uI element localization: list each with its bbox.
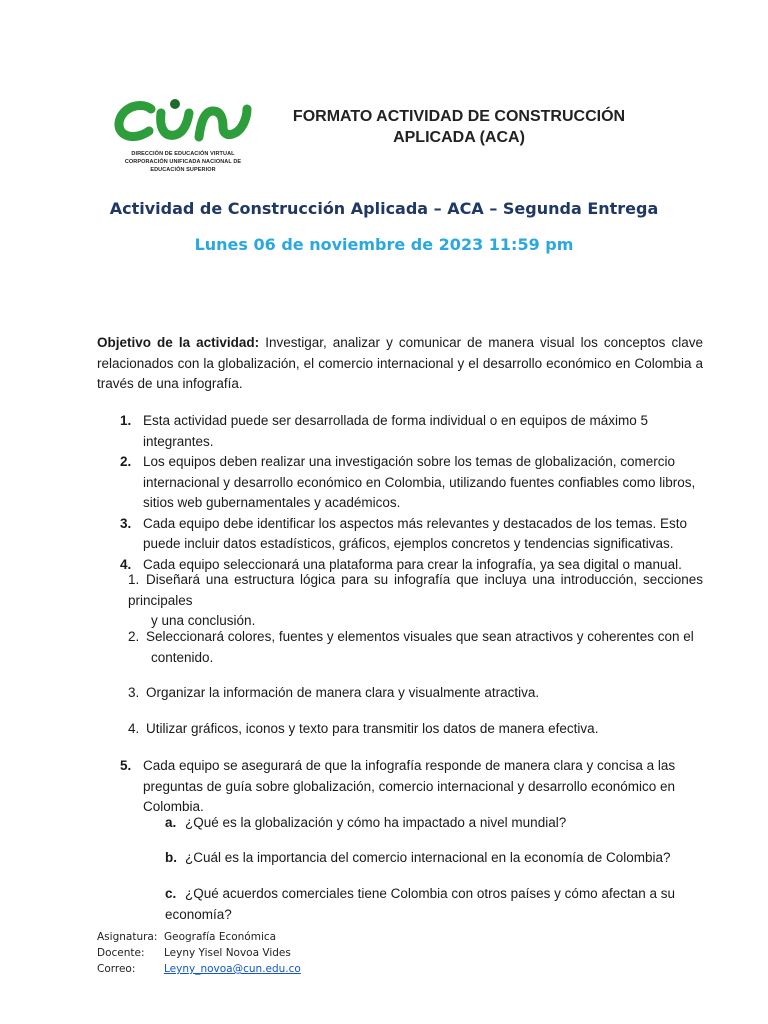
objective-label: Objetivo de la actividad: xyxy=(97,335,260,350)
guide-question xyxy=(165,813,725,834)
sub-list-item-text: Diseñará una estructura lógica para su infografía que incluya una introducción, secciones principales xyxy=(128,572,703,608)
list-item-number: 3. xyxy=(120,515,132,531)
footer-info xyxy=(97,929,301,977)
teacher-label: Docente: xyxy=(97,947,145,959)
question-text: ¿Qué acuerdos comerciales tiene Colombia con otros países y cómo afectan a su economía? xyxy=(165,886,675,922)
list-item-text: Cada equipo se asegurará de que la infografía responde de manera clara y concisa a las preguntas de guía sobre globalización, comercio internacional y desarrollo económico en Colombia. xyxy=(143,758,676,814)
objective-paragraph xyxy=(97,333,703,395)
question-letter: c. xyxy=(165,886,177,901)
objective-text: Investigar, analizar y comunicar de manera visual los conceptos clave relacionados con la globalización, el comercio internacional y el desarrollo económico en Colombia a través de una infografía. xyxy=(97,335,703,391)
list-item-text: Esta actividad puede ser desarrollada de forma individual o en equipos de máximo 5 integrantes. xyxy=(143,413,649,449)
instructions-list xyxy=(97,411,703,575)
question-letter: b. xyxy=(165,850,177,865)
sub-list-item-number: 4. xyxy=(128,721,140,736)
list-item-5 xyxy=(97,756,703,818)
question-text: ¿Cuál es la importancia del comercio internacional en la economía de Colombia? xyxy=(185,850,671,865)
guide-question xyxy=(165,848,725,869)
question-letter: a. xyxy=(165,815,177,830)
logo-caption-line: DIRECCIÓN DE EDUCACIÓN VIRTUAL xyxy=(131,151,235,157)
logo-caption-line: CORPORACIÓN UNIFICADA NACIONAL DE xyxy=(124,159,242,165)
list-item xyxy=(97,452,703,514)
sub-list-item xyxy=(128,719,703,740)
sub-list-item-number: 2. xyxy=(128,629,140,644)
guide-question xyxy=(165,884,725,925)
logo-caption xyxy=(113,150,253,174)
sub-list-item-text: Organizar la información de manera clara y visualmente atractiva. xyxy=(146,685,540,700)
format-title xyxy=(265,106,653,148)
sub-list-item-text-cont: y una conclusión. xyxy=(151,613,256,628)
cun-logo xyxy=(113,95,253,180)
format-title-line2: APLICADA (ACA) xyxy=(393,129,525,146)
list-item xyxy=(97,514,703,555)
logo-caption-line: EDUCACIÓN SUPERIOR xyxy=(150,167,216,173)
question-text: ¿Qué es la globalización y cómo ha impactado a nivel mundial? xyxy=(185,815,567,830)
subject-value: Geografía Económica xyxy=(164,931,277,943)
list-item-text: Cada equipo debe identificar los aspectos más relevantes y destacados de los temas. Esto puede incluir datos estadísticos, gráficos, ejemplos concretos y tendencias significativas. xyxy=(143,515,688,551)
activity-subtitle: Actividad de Construcción Aplicada – ACA – Segunda Entrega xyxy=(109,199,659,218)
cun-logo-icon xyxy=(113,95,253,150)
sub-list-item-text: Seleccionará colores, fuentes y elementos visuales que sean atractivos y coherentes con el xyxy=(146,629,694,644)
email-link[interactable]: Leyny_novoa@cun.edu.co xyxy=(164,963,301,975)
sub-list-item xyxy=(128,627,703,668)
footer-row-subject xyxy=(97,929,301,945)
list-item xyxy=(97,411,703,452)
email-label: Correo: xyxy=(97,963,136,975)
sub-list-item-number: 3. xyxy=(128,685,140,700)
sub-list-item xyxy=(128,570,703,632)
list-item-number: 4. xyxy=(120,556,132,572)
due-date: Lunes 06 de noviembre de 2023 11:59 pm xyxy=(194,235,574,254)
list-item xyxy=(97,756,703,818)
subject-label: Asignatura: xyxy=(97,931,158,943)
list-item-number: 5. xyxy=(120,758,132,773)
list-item-text: Cada equipo seleccionará una plataforma para crear la infografía, ya sea digital o manual. xyxy=(143,556,682,572)
sub-list-item-text: Utilizar gráficos, iconos y texto para transmitir los datos de manera efectiva. xyxy=(146,721,599,736)
list-item-number: 2. xyxy=(120,454,132,469)
format-title-line1: FORMATO ACTIVIDAD DE CONSTRUCCIÓN xyxy=(292,108,626,125)
list-item-number: 1. xyxy=(120,413,132,428)
sub-list-item-text-cont: contenido. xyxy=(151,649,214,665)
sub-list-item-number: 1. xyxy=(128,572,140,587)
footer-row-teacher xyxy=(97,945,301,961)
footer-row-email xyxy=(97,961,301,977)
list-item-text: Los equipos deben realizar una investigación sobre los temas de globalización, comercio internacional y desarrollo económico en Colombia, utilizando fuentes confiables como libros, sitios web gubernamentales y académicos. xyxy=(143,454,696,510)
sub-list-item xyxy=(128,683,703,704)
teacher-value: Leyny Yisel Novoa Vides xyxy=(164,947,291,959)
